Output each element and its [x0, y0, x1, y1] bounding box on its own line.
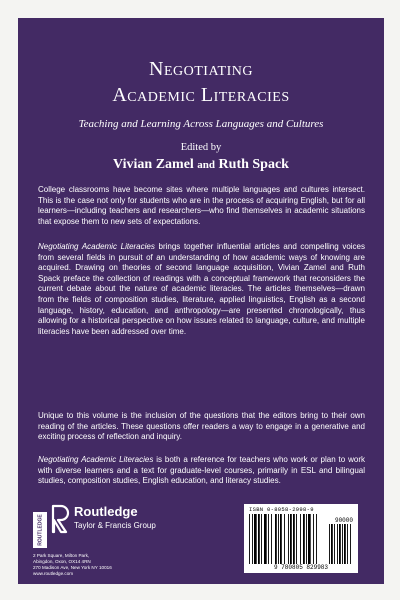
- price-code: 90000: [334, 517, 353, 524]
- address-line: 2 Park Square, Milton Park,: [33, 553, 90, 558]
- book-title-italic: Negotiating Academic Literacies: [38, 242, 155, 251]
- publisher-name: Routledge: [74, 504, 138, 519]
- routledge-r-icon: [50, 504, 70, 534]
- isbn-text: ISBN 0-8058-2998-9: [249, 506, 314, 513]
- editor-conjunction: and: [197, 159, 216, 171]
- publisher-group: Taylor & Francis Group: [74, 521, 156, 530]
- book-title-italic: Negotiating Academic Literacies: [38, 455, 154, 464]
- address-line: 270 Madison Ave, New York NY 10016: [33, 565, 112, 570]
- blurb-paragraph-4: [38, 455, 365, 487]
- barcode-number: 9 780805 829983: [273, 564, 328, 571]
- routledge-side-logo: [33, 512, 47, 548]
- isbn-barcode: [244, 504, 358, 573]
- book-subtitle: Teaching and Learning Across Languages and Cultures: [78, 118, 324, 130]
- address-line: www.routledge.com: [33, 571, 74, 576]
- paragraph-text: brings together influential articles and compelling voices from several fields in pursuit of an understanding of how academic ways of knowing are acquired. Drawing on theories of second language acquisition, Vivian Zamel and Ruth Spack preface the collection of readings with a conceptual framework that reconsiders the current debate about the nature of academic literacies. The articles themselves—drawn from the fields of composition studies, literature, applied linguistics, English as a second language, history, education, and anthropology—are presented chronologically, thus allowing for a historical perspective on how issues related to language, culture, and multiple literacies have been addressed over time.: [38, 242, 366, 336]
- addon-barcode-bars: [329, 524, 351, 564]
- address-line: Abingdon, Oxon, OX14 4RN: [33, 559, 91, 564]
- publisher-address: [33, 553, 112, 577]
- back-cover: [18, 18, 384, 584]
- paragraph-text: is both a reference for teachers who work or plan to work with diverse learners and a text for graduate-level courses, primarily in ESL and bilingual studies, composition studies, English education, and literacy studies.: [38, 455, 366, 486]
- editor-name: Vivian Zamel: [113, 157, 194, 172]
- blurb-paragraph-1: College classrooms have become sites where multiple languages and cultures intersect. This is the case not only for students who are in the process of acquiring English, but for all learners—including teachers and researchers—who find themselves in academic situations that expose them to new sets of expectations.: [38, 185, 365, 226]
- book-title-line2: Academic Literacies: [112, 84, 290, 106]
- barcode-bars: [249, 514, 353, 564]
- book-title-line1: Negotiating: [149, 58, 253, 80]
- blurb-paragraph-2: [38, 242, 365, 337]
- edited-by-label: Edited by: [180, 142, 222, 153]
- main-barcode-bars: [249, 514, 317, 564]
- blurb-paragraph-3: Unique to this volume is the inclusion of the questions that the editors bring to their own reading of the articles. These questions offer readers a way to engage in a generative and exciting process of reflection and inquiry.: [38, 411, 365, 442]
- editors: [18, 157, 384, 173]
- editor-name: Ruth Spack: [218, 157, 289, 172]
- publisher-side-text: ROUTLEDGE: [37, 514, 44, 546]
